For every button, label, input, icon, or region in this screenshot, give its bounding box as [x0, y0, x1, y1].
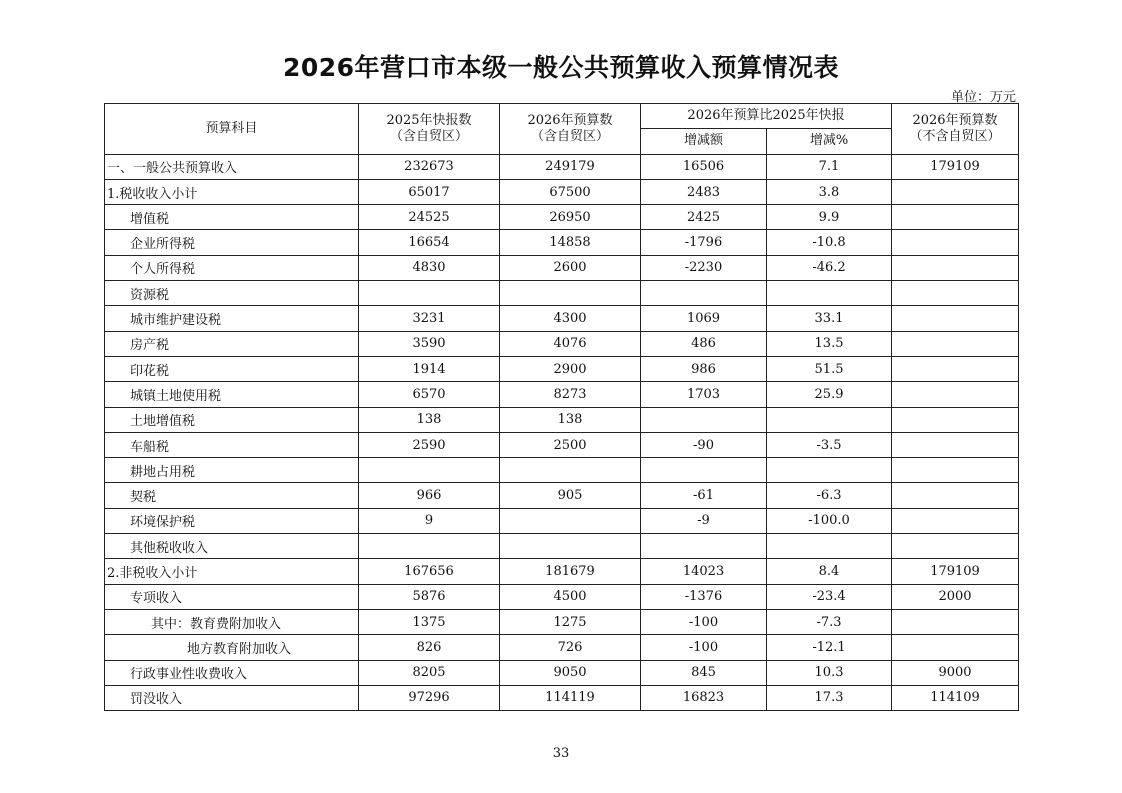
value-2026 [500, 534, 641, 559]
row-label: 罚没收入 [105, 685, 359, 710]
table-row [105, 685, 1019, 710]
row-label: 行政事业性收费收入 [105, 660, 359, 685]
value-2025: 966 [359, 483, 500, 508]
change-amount [641, 281, 767, 306]
change-pct: -3.5 [767, 432, 892, 457]
value-2026: 1275 [500, 609, 641, 634]
header-2026-line2: （含自贸区） [530, 128, 609, 144]
table-row [105, 458, 1019, 483]
value-2026-excl [892, 331, 1019, 356]
header-compare: 2026年预算比2025年快报 [641, 104, 892, 129]
change-pct: 8.4 [767, 559, 892, 584]
value-2025: 97296 [359, 685, 500, 710]
value-2026: 67500 [500, 179, 641, 204]
table-row [105, 331, 1019, 356]
change-pct: -10.8 [767, 230, 892, 255]
table-row [105, 205, 1019, 230]
value-2026: 726 [500, 635, 641, 660]
header-2026-excl-line2: （不含自贸区） [909, 128, 1001, 144]
value-2025: 8205 [359, 660, 500, 685]
value-2026-excl [892, 306, 1019, 331]
value-2025: 138 [359, 407, 500, 432]
table-row [105, 230, 1019, 255]
value-2025: 1375 [359, 609, 500, 634]
value-2026: 4500 [500, 584, 641, 609]
value-2026 [500, 281, 641, 306]
table-row [105, 635, 1019, 660]
value-2025 [359, 281, 500, 306]
value-2026-excl: 179109 [892, 559, 1019, 584]
value-2025: 167656 [359, 559, 500, 584]
change-amount: -61 [641, 483, 767, 508]
change-amount: 16506 [641, 154, 767, 179]
value-2026-excl [892, 534, 1019, 559]
value-2025: 9 [359, 508, 500, 533]
value-2026-excl: 179109 [892, 154, 1019, 179]
value-2026: 2900 [500, 356, 641, 381]
table-row [105, 432, 1019, 457]
header-2025-line1: 2025年快报数 [386, 112, 472, 128]
value-2026: 4076 [500, 331, 641, 356]
change-pct: 10.3 [767, 660, 892, 685]
table-body [105, 154, 1019, 711]
value-2026-excl [892, 281, 1019, 306]
page-title: 2026年营口市本级一般公共预算收入预算情况表 [282, 53, 840, 82]
header-2026-excl [892, 104, 1019, 155]
table-row [105, 609, 1019, 634]
value-2026-excl: 9000 [892, 660, 1019, 685]
header-2025 [359, 104, 500, 155]
table-row [105, 584, 1019, 609]
table-row [105, 382, 1019, 407]
change-pct: -12.1 [767, 635, 892, 660]
header-change-pct: 增减% [767, 129, 892, 154]
value-2025: 3231 [359, 306, 500, 331]
value-2026: 181679 [500, 559, 641, 584]
value-2026: 8273 [500, 382, 641, 407]
header-row [105, 104, 1019, 129]
value-2026: 9050 [500, 660, 641, 685]
change-amount: 486 [641, 331, 767, 356]
value-2026: 2600 [500, 255, 641, 280]
value-2025: 1914 [359, 356, 500, 381]
value-2026: 138 [500, 407, 641, 432]
change-pct: 13.5 [767, 331, 892, 356]
row-label: 一、一般公共预算收入 [105, 154, 359, 179]
change-amount: 16823 [641, 685, 767, 710]
value-2025: 24525 [359, 205, 500, 230]
change-amount: -90 [641, 432, 767, 457]
change-pct: 51.5 [767, 356, 892, 381]
unit-label: 单位：万元 [950, 90, 1016, 105]
value-2025: 3590 [359, 331, 500, 356]
header-2026-line1: 2026年预算数 [527, 112, 613, 128]
value-2026-excl [892, 255, 1019, 280]
change-pct [767, 281, 892, 306]
change-pct: -7.3 [767, 609, 892, 634]
table-row [105, 534, 1019, 559]
value-2025: 6570 [359, 382, 500, 407]
table-row [105, 154, 1019, 179]
row-label: 增值税 [105, 205, 359, 230]
change-amount [641, 534, 767, 559]
header-2025-line2: （含自贸区） [389, 128, 468, 144]
value-2025: 4830 [359, 255, 500, 280]
row-label: 专项收入 [105, 584, 359, 609]
change-amount: -100 [641, 635, 767, 660]
value-2026 [500, 508, 641, 533]
value-2026-excl: 2000 [892, 584, 1019, 609]
table-row [105, 407, 1019, 432]
value-2026-excl [892, 205, 1019, 230]
row-label: 土地增值税 [105, 407, 359, 432]
value-2026: 114119 [500, 685, 641, 710]
row-label: 个人所得税 [105, 255, 359, 280]
value-2025 [359, 458, 500, 483]
change-pct [767, 534, 892, 559]
header-change-amount: 增减额 [641, 129, 767, 154]
table-row [105, 179, 1019, 204]
value-2026: 14858 [500, 230, 641, 255]
change-pct: 9.9 [767, 205, 892, 230]
value-2025: 65017 [359, 179, 500, 204]
row-label: 地方教育附加收入 [105, 635, 359, 660]
value-2026-excl [892, 483, 1019, 508]
change-pct: 3.8 [767, 179, 892, 204]
row-label: 环境保护税 [105, 508, 359, 533]
value-2026-excl [892, 508, 1019, 533]
change-amount: -1376 [641, 584, 767, 609]
value-2025 [359, 534, 500, 559]
value-2026 [500, 458, 641, 483]
value-2026: 2500 [500, 432, 641, 457]
change-pct: 25.9 [767, 382, 892, 407]
value-2026: 4300 [500, 306, 641, 331]
value-2026-excl [892, 458, 1019, 483]
value-2025: 826 [359, 635, 500, 660]
value-2026-excl [892, 356, 1019, 381]
change-amount: -1796 [641, 230, 767, 255]
change-amount: 14023 [641, 559, 767, 584]
change-pct: -46.2 [767, 255, 892, 280]
change-pct [767, 458, 892, 483]
change-amount: 1703 [641, 382, 767, 407]
row-label: 车船税 [105, 432, 359, 457]
value-2026-excl [892, 382, 1019, 407]
value-2026-excl [892, 432, 1019, 457]
table-row [105, 281, 1019, 306]
value-2026-excl [892, 635, 1019, 660]
change-pct: 7.1 [767, 154, 892, 179]
table-row [105, 483, 1019, 508]
row-label: 契税 [105, 483, 359, 508]
change-pct: -100.0 [767, 508, 892, 533]
row-label: 印花税 [105, 356, 359, 381]
budget-table [104, 103, 1019, 711]
change-pct: -6.3 [767, 483, 892, 508]
row-label: 城镇土地使用税 [105, 382, 359, 407]
value-2025: 2590 [359, 432, 500, 457]
value-2025: 232673 [359, 154, 500, 179]
value-2025: 16654 [359, 230, 500, 255]
change-pct: -23.4 [767, 584, 892, 609]
value-2026: 905 [500, 483, 641, 508]
table-row [105, 255, 1019, 280]
change-pct [767, 407, 892, 432]
row-label: 其中：教育费附加收入 [105, 609, 359, 634]
value-2026-excl [892, 230, 1019, 255]
change-amount [641, 407, 767, 432]
change-amount: 2483 [641, 179, 767, 204]
change-amount [641, 458, 767, 483]
table-row [105, 306, 1019, 331]
header-2026 [500, 104, 641, 155]
value-2026-excl [892, 179, 1019, 204]
change-amount: 1069 [641, 306, 767, 331]
table-row [105, 660, 1019, 685]
row-label: 资源税 [105, 281, 359, 306]
change-amount: -9 [641, 508, 767, 533]
header-2026-excl-line1: 2026年预算数 [912, 112, 998, 128]
row-label: 1.税收收入小计 [105, 179, 359, 204]
change-pct: 33.1 [767, 306, 892, 331]
value-2026-excl [892, 609, 1019, 634]
row-label: 城市维护建设税 [105, 306, 359, 331]
row-label: 2.非税收入小计 [105, 559, 359, 584]
change-amount: -2230 [641, 255, 767, 280]
value-2026: 249179 [500, 154, 641, 179]
table-row [105, 356, 1019, 381]
value-2025: 5876 [359, 584, 500, 609]
value-2026-excl [892, 407, 1019, 432]
row-label: 企业所得税 [105, 230, 359, 255]
change-pct: 17.3 [767, 685, 892, 710]
change-amount: 845 [641, 660, 767, 685]
value-2026-excl: 114109 [892, 685, 1019, 710]
table-row [105, 508, 1019, 533]
header-subject: 预算科目 [105, 104, 359, 155]
row-label: 房产税 [105, 331, 359, 356]
page-number: 33 [552, 746, 570, 761]
value-2026: 26950 [500, 205, 641, 230]
table-row [105, 559, 1019, 584]
row-label: 其他税收收入 [105, 534, 359, 559]
change-amount: 2425 [641, 205, 767, 230]
change-amount: -100 [641, 609, 767, 634]
row-label: 耕地占用税 [105, 458, 359, 483]
change-amount: 986 [641, 356, 767, 381]
